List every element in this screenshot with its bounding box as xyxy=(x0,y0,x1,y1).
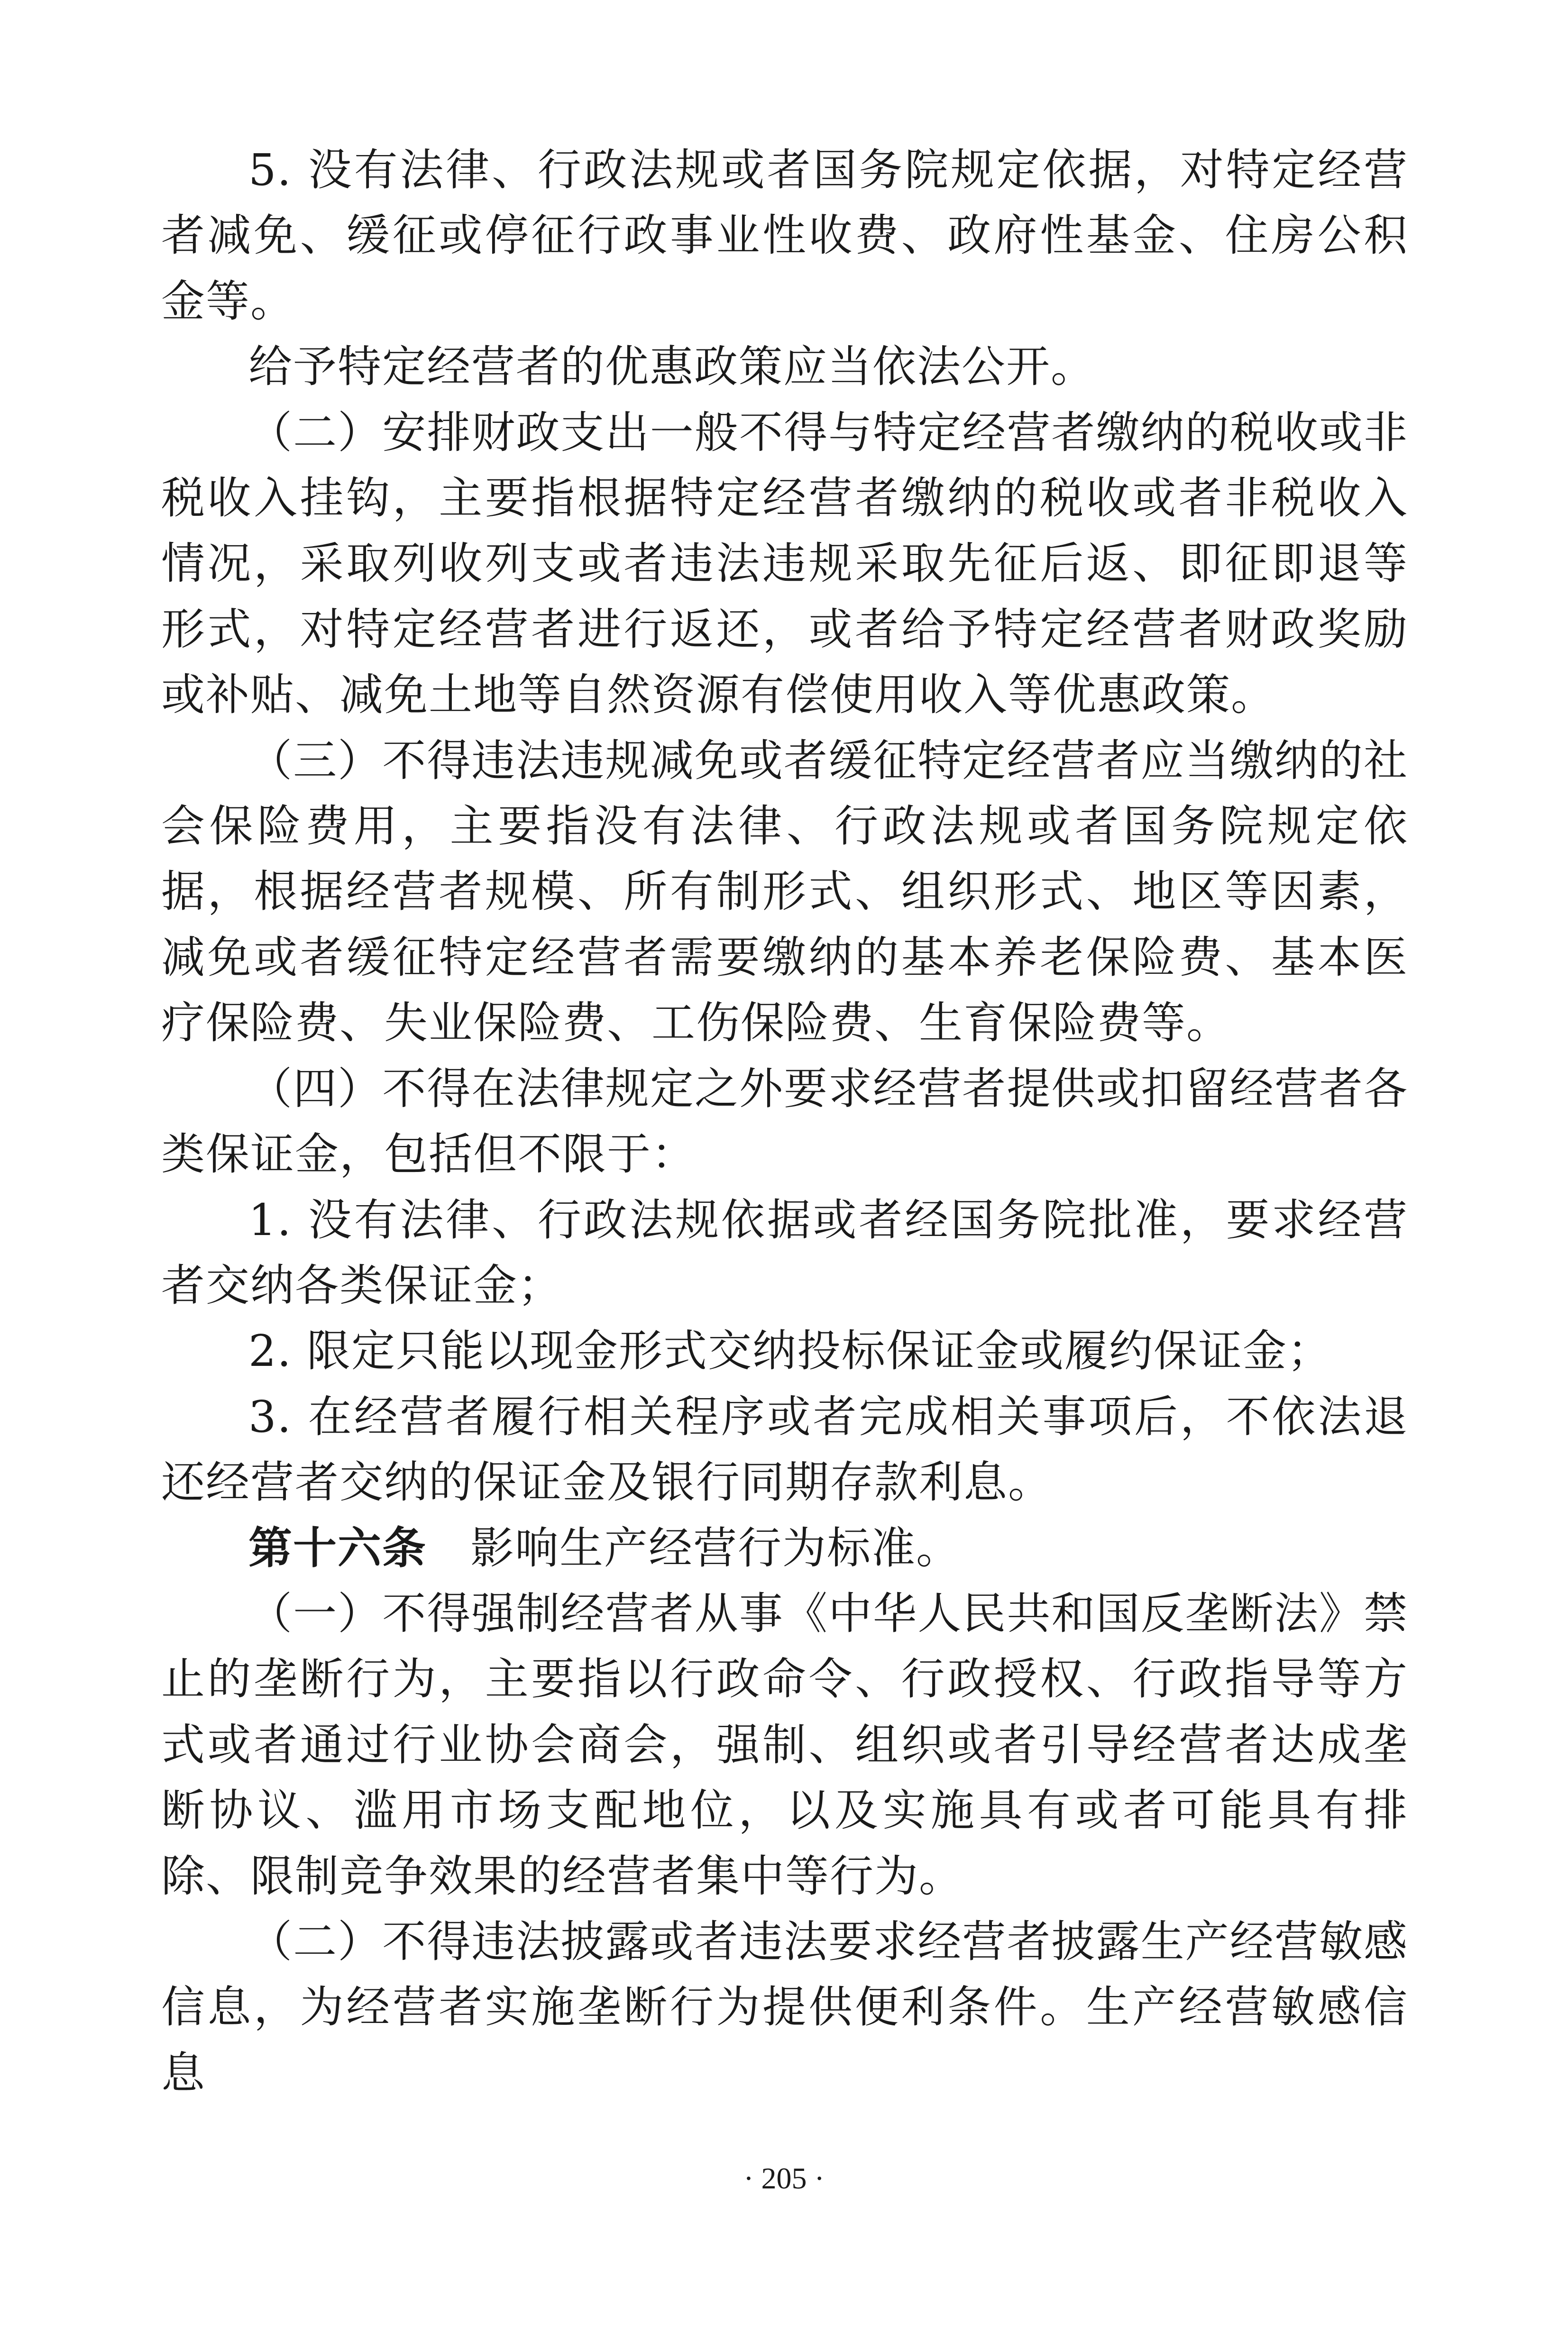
paragraph-section-4-deposits: （四）不得在法律规定之外要求经营者提供或扣留经营者各类保证金，包括但不限于： xyxy=(161,1063,1408,1180)
article-16-title: 影响生产经营行为标准。 xyxy=(470,1522,961,1574)
paragraph-article16-section-2: （二）不得违法披露或者违法要求经营者披露生产经营敏感信息，为经营者实施垄断行为提供便利条件。生产经营敏感信息 xyxy=(161,1916,1408,2098)
paragraph-preferential-disclosure: 给予特定经营者的优惠政策应当依法公开。 xyxy=(248,341,1096,393)
article-16 xyxy=(161,1516,1408,1581)
paragraph-item-5-fees: 5. 没有法律、行政法规或者国务院规定依据，对特定经营者减免、缓征或停征行政事业性收费、政府性基金、住房公积金等。 xyxy=(161,145,1408,327)
paragraph-section-3-social-insurance: （三）不得违法违规减免或者缓征特定经营者应当缴纳的社会保险费用，主要指没有法律、行政法规或者国务院规定依据，根据经营者规模、所有制形式、组织形式、地区等因素，减免或者缓征特定经营者需要缴纳的基本养老保险费、基本医疗保险费、失业保险费、工伤保险费、生育保险费等。 xyxy=(161,735,1408,1049)
paragraph-article16-section-1: （一）不得强制经营者从事《中华人民共和国反垄断法》禁止的垄断行为，主要指以行政命令、行政授权、行政指导等方式或者通过行业协会商会，强制、组织或者引导经营者达成垄断协议、滥用市场支配地位，以及实施具有或者可能具有排除、限制竞争效果的经营者集中等行为。 xyxy=(161,1588,1408,1902)
paragraph-item-1-deposits: 1. 没有法律、行政法规依据或者经国务院批准，要求经营者交纳各类保证金； xyxy=(161,1194,1408,1311)
paragraph-item-3-refund: 3. 在经营者履行相关程序或者完成相关事项后，不依法退还经营者交纳的保证金及银行同期存款利息。 xyxy=(161,1391,1408,1508)
paragraph-item-2-cash-deposit: 2. 限定只能以现金形式交纳投标保证金或履约保证金； xyxy=(248,1326,1332,1377)
article-16-heading: 第十六条 xyxy=(248,1522,427,1574)
paragraph-section-2-fiscal: （二）安排财政支出一般不得与特定经营者缴纳的税收或非税收入挂钩，主要指根据特定经营者缴纳的税收或者非税收入情况，采取列收列支或者违法违规采取先征后返、即征即退等形式，对特定经营者进行返还，或者给予特定经营者财政奖励或补贴、减免土地等自然资源有偿使用收入等优惠政策。 xyxy=(161,407,1408,721)
page-number: · 205 · xyxy=(743,2161,825,2195)
document-body xyxy=(161,137,1408,2106)
